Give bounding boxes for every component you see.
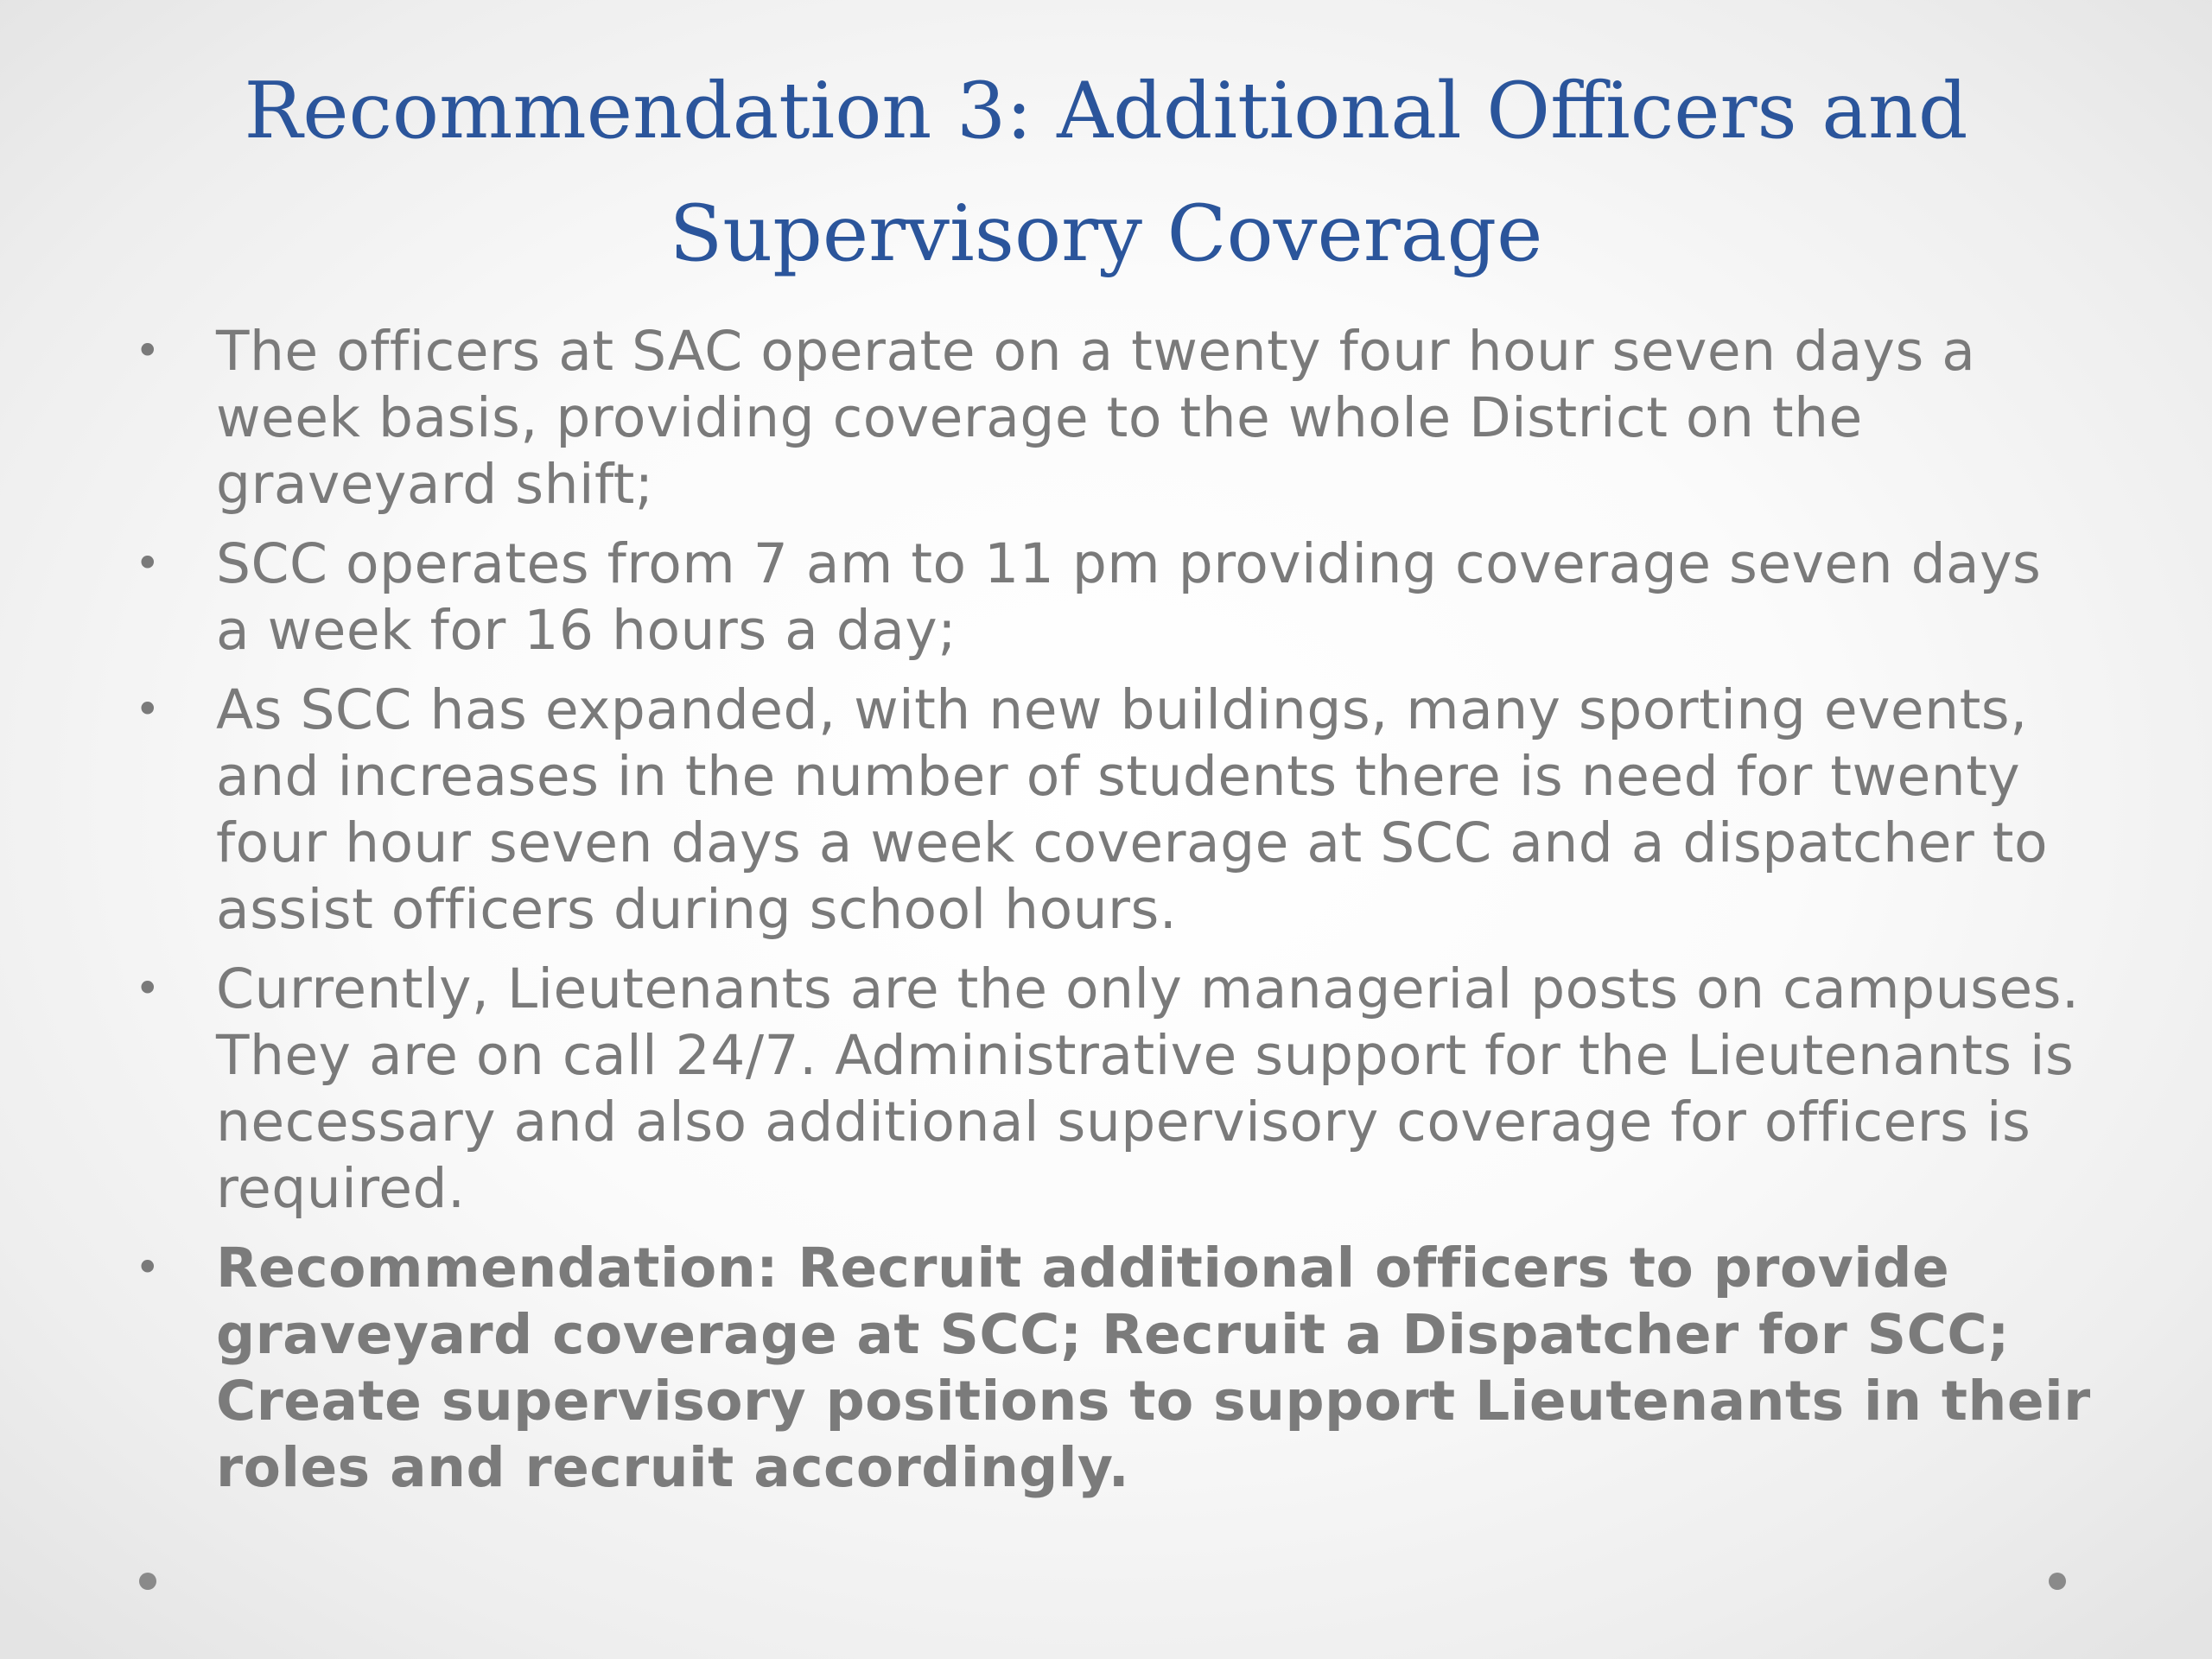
bullet-item — [130, 677, 2091, 943]
bullet-list — [130, 318, 2091, 1514]
bullet-icon: • — [135, 1243, 161, 1293]
bullet-text: SCC operates from 7 am to 11 pm providing coverage seven days a week for 16 hours a day; — [216, 532, 2042, 662]
decorative-dot-right-icon — [2049, 1573, 2066, 1590]
bullet-item — [130, 956, 2091, 1222]
recommendation-bullet-item — [130, 1235, 2091, 1501]
bullet-item — [130, 318, 2091, 518]
bullet-text: As SCC has expanded, with new buildings, many sporting events, and increases in the number of students there is need for twenty four hour seven days a week coverage at SCC and a dispatcher to assist officers during school hours. — [216, 678, 2049, 941]
decorative-dot-left-icon — [139, 1573, 156, 1590]
slide-title: Recommendation 3: Additional Officers and Supervisory Coverage — [244, 66, 1968, 279]
bullet-icon: • — [135, 538, 161, 588]
bullet-icon: • — [135, 963, 161, 1014]
bullet-icon: • — [135, 684, 161, 734]
bullet-text: Currently, Lieutenants are the only managerial posts on campuses. They are on call 24/7. Administrative support for the Lieutenants is necessary and also additional supervisory coverage for officers is required. — [216, 957, 2080, 1220]
bullet-item — [130, 531, 2091, 664]
bullet-text: The officers at SAC operate on a twenty four hour seven days a week basis, providing coverage to the whole District on the graveyard shift; — [216, 320, 1976, 516]
bullet-icon: • — [135, 326, 161, 376]
recommendation-text: Recommendation: Recruit additional officers to provide graveyard coverage at SCC; Recruit a Dispatcher for SCC; Create supervisory positions to support Lieutenants in their roles and recruit accordingly. — [216, 1236, 2091, 1499]
